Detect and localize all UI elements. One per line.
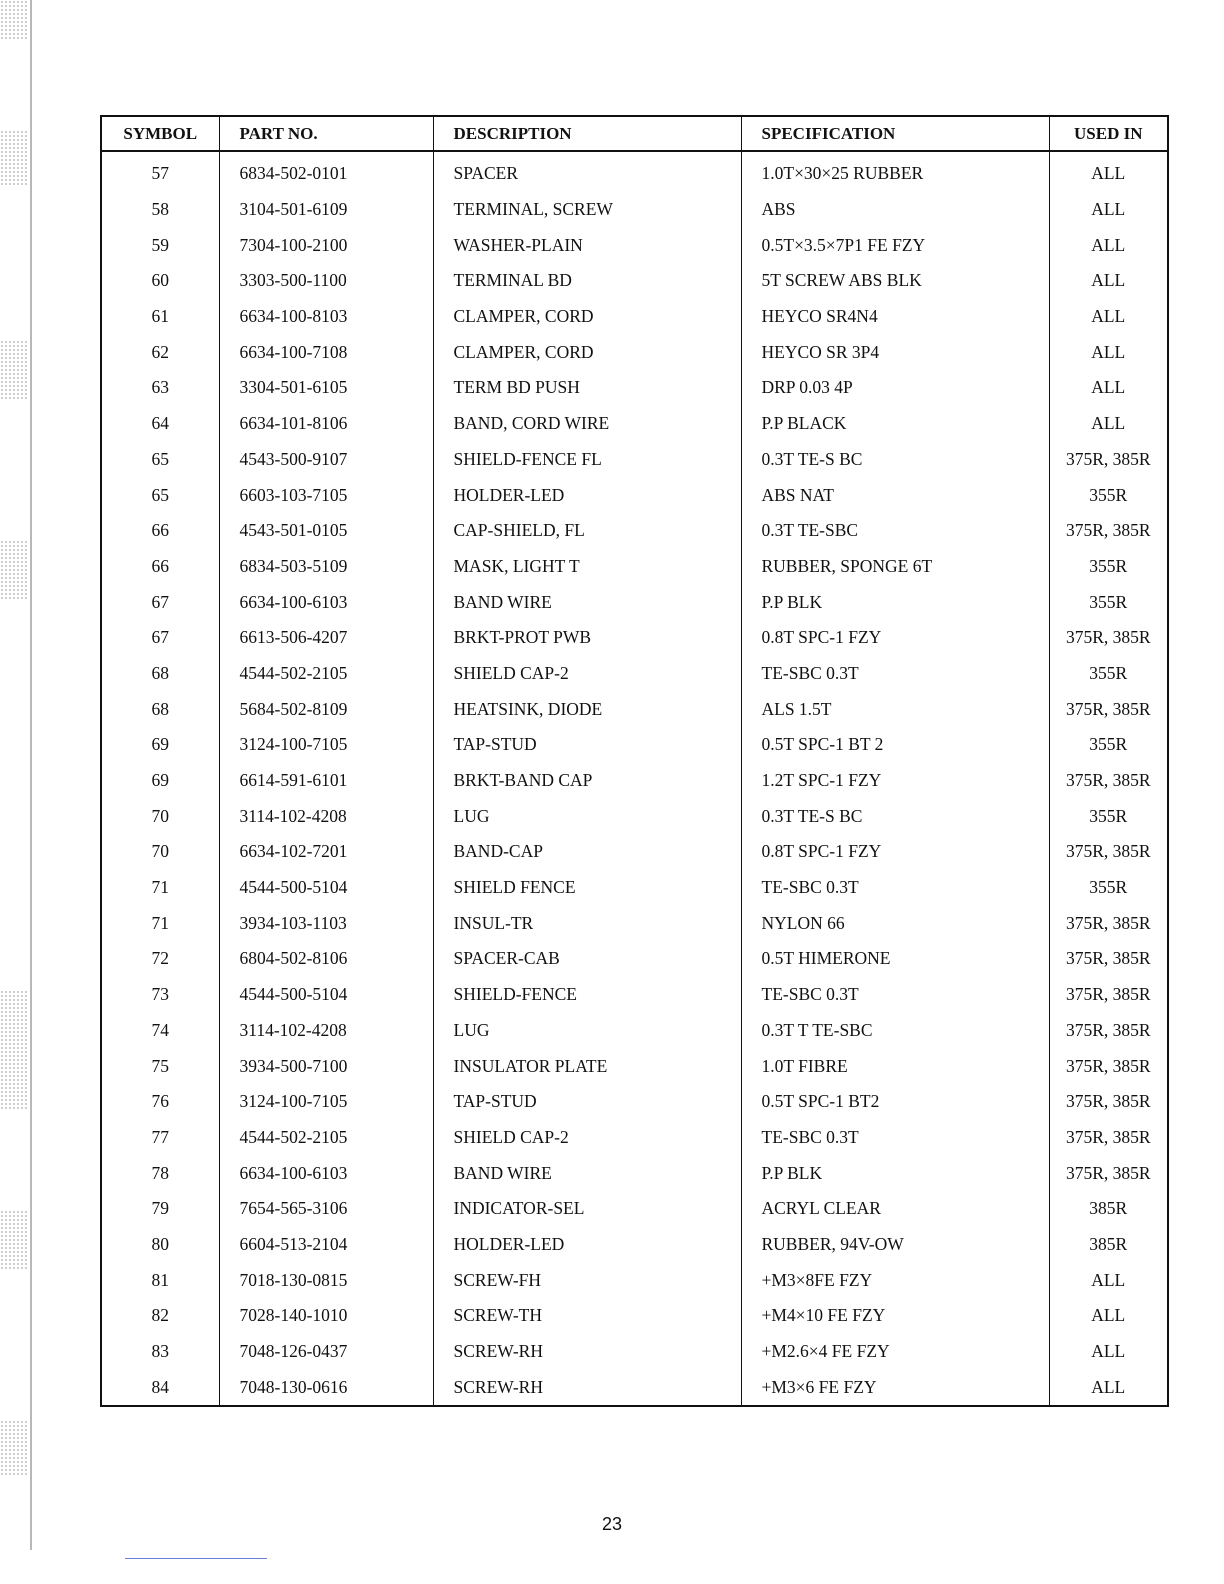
cell-description: WASHER-PLAIN [433,227,741,263]
table-row [101,691,1168,727]
cell-part-no: 7048-130-0616 [219,1369,433,1406]
cell-used-in: ALL [1091,270,1126,291]
cell-specification: 0.3T TE-S BC [741,442,1049,478]
scan-specks [0,340,28,400]
cell-specification: ABS NAT [741,477,1049,513]
cell-used-in: 375R, 385R [1065,520,1151,541]
header-part-no: PART NO. [219,116,433,151]
cell-used-in: ALL [1091,163,1126,184]
cell-symbol: 59 [101,227,219,263]
table-row [101,263,1168,299]
cell-specification: +M2.6×4 FE FZY [741,1334,1049,1370]
cell-symbol: 82 [101,1298,219,1334]
cell-description: TERMINAL, SCREW [433,192,741,228]
cell-symbol: 67 [101,620,219,656]
cell-symbol: 60 [101,263,219,299]
scan-specks [0,1420,28,1475]
cell-symbol: 63 [101,370,219,406]
table-row [101,151,1168,192]
table-row [101,727,1168,763]
table-row [101,406,1168,442]
cell-symbol: 73 [101,977,219,1013]
cell-description: SHIELD-FENCE FL [433,442,741,478]
cell-specification: ACRYL CLEAR [741,1191,1049,1227]
cell-description: HOLDER-LED [433,1227,741,1263]
cell-description: BAND, CORD WIRE [433,406,741,442]
cell-description: BRKT-PROT PWB [433,620,741,656]
cell-used-in: ALL [1091,1269,1126,1290]
cell-specification: 0.5T×3.5×7P1 FE FZY [741,227,1049,263]
cell-description: CLAMPER, CORD [433,299,741,335]
cell-part-no: 7028-140-1010 [219,1298,433,1334]
table-row [101,477,1168,513]
cell-used-in: 375R, 385R [1065,948,1151,969]
cell-part-no: 6834-502-0101 [219,151,433,192]
cell-used-in: 375R, 385R [1065,770,1151,791]
cell-symbol: 71 [101,905,219,941]
cell-symbol: 58 [101,192,219,228]
cell-part-no: 4544-500-5104 [219,870,433,906]
cell-used-in: ALL [1091,1341,1126,1362]
header-description: DESCRIPTION [433,116,741,151]
scan-specks [0,1210,28,1270]
cell-specification: +M3×8FE FZY [741,1262,1049,1298]
cell-symbol: 61 [101,299,219,335]
parts-list-table [100,115,1169,1407]
header-used-in: USED IN [1049,116,1168,151]
table-row [101,1048,1168,1084]
header-symbol: SYMBOL [101,116,219,151]
cell-description: SHIELD CAP-2 [433,656,741,692]
table-row [101,1084,1168,1120]
cell-part-no: 4544-502-2105 [219,656,433,692]
cell-description: TERM BD PUSH [433,370,741,406]
cell-specification: 5T SCREW ABS BLK [741,263,1049,299]
cell-symbol: 72 [101,941,219,977]
cell-symbol: 70 [101,798,219,834]
table-row [101,1298,1168,1334]
cell-part-no: 3104-501-6109 [219,192,433,228]
cell-description: CLAMPER, CORD [433,334,741,370]
cell-used-in: ALL [1091,341,1126,362]
cell-part-no: 7654-565-3106 [219,1191,433,1227]
cell-part-no: 4544-502-2105 [219,1120,433,1156]
table-row [101,870,1168,906]
cell-part-no: 3934-103-1103 [219,905,433,941]
cell-part-no: 6804-502-8106 [219,941,433,977]
cell-symbol: 66 [101,549,219,585]
cell-specification: HEYCO SR 3P4 [741,334,1049,370]
cell-part-no: 3114-102-4208 [219,798,433,834]
cell-specification: P.P BLACK [741,406,1049,442]
cell-used-in: 375R, 385R [1065,1091,1151,1112]
cell-symbol: 79 [101,1191,219,1227]
cell-part-no: 3124-100-7105 [219,1084,433,1120]
cell-specification: TE-SBC 0.3T [741,870,1049,906]
cell-used-in: 375R, 385R [1065,1019,1151,1040]
table-row [101,1369,1168,1406]
cell-description: HOLDER-LED [433,477,741,513]
cell-used-in: 385R [1089,1198,1128,1219]
cell-specification: 0.8T SPC-1 FZY [741,620,1049,656]
cell-symbol: 75 [101,1048,219,1084]
cell-part-no: 7048-126-0437 [219,1334,433,1370]
cell-specification: 0.5T HIMERONE [741,941,1049,977]
cell-symbol: 80 [101,1227,219,1263]
cell-specification: RUBBER, 94V-OW [741,1227,1049,1263]
cell-part-no: 7018-130-0815 [219,1262,433,1298]
cell-specification: +M3×6 FE FZY [741,1369,1049,1406]
table-row [101,656,1168,692]
cell-specification: 0.5T SPC-1 BT 2 [741,727,1049,763]
cell-used-in: 385R [1089,1233,1128,1254]
cell-specification: 1.0T×30×25 RUBBER [741,151,1049,192]
cell-specification: ABS [741,192,1049,228]
cell-specification: P.P BLK [741,584,1049,620]
cell-specification: 1.2T SPC-1 FZY [741,763,1049,799]
cell-used-in: ALL [1091,306,1126,327]
cell-used-in: 375R, 385R [1065,698,1151,719]
table-row [101,299,1168,335]
table-header-row [101,116,1168,151]
table-row [101,1227,1168,1263]
cell-part-no: 6634-100-7108 [219,334,433,370]
table-row [101,227,1168,263]
cell-specification: TE-SBC 0.3T [741,1120,1049,1156]
table-row [101,1013,1168,1049]
cell-used-in: ALL [1091,199,1126,220]
cell-part-no: 3934-500-7100 [219,1048,433,1084]
cell-used-in: 355R [1089,662,1128,683]
table-row [101,549,1168,585]
cell-symbol: 68 [101,691,219,727]
cell-specification: RUBBER, SPONGE 6T [741,549,1049,585]
cell-used-in: 375R, 385R [1065,1055,1151,1076]
cell-specification: TE-SBC 0.3T [741,977,1049,1013]
cell-specification: P.P BLK [741,1155,1049,1191]
cell-symbol: 84 [101,1369,219,1406]
cell-specification: 0.8T SPC-1 FZY [741,834,1049,870]
cell-part-no: 6834-503-5109 [219,549,433,585]
table-row [101,763,1168,799]
cell-specification: 0.3T T TE-SBC [741,1013,1049,1049]
table-row [101,834,1168,870]
binding-edge [30,0,32,1550]
page-number: 23 [601,1514,623,1534]
cell-description: HEATSINK, DIODE [433,691,741,727]
cell-description: INSUL-TR [433,905,741,941]
cell-part-no: 4543-500-9107 [219,442,433,478]
cell-symbol: 70 [101,834,219,870]
cell-specification: +M4×10 FE FZY [741,1298,1049,1334]
cell-part-no: 7304-100-2100 [219,227,433,263]
cell-description: SPACER-CAB [433,941,741,977]
cell-symbol: 74 [101,1013,219,1049]
cell-symbol: 69 [101,727,219,763]
cell-symbol: 71 [101,870,219,906]
table-row [101,1155,1168,1191]
cell-specification: 0.3T TE-SBC [741,513,1049,549]
cell-part-no: 6604-513-2104 [219,1227,433,1263]
table-row [101,798,1168,834]
cell-description: CAP-SHIELD, FL [433,513,741,549]
scan-specks [0,990,28,1110]
cell-specification: TE-SBC 0.3T [741,656,1049,692]
table-row [101,442,1168,478]
cell-symbol: 68 [101,656,219,692]
cell-part-no: 3303-500-1100 [219,263,433,299]
scan-specks [0,130,28,185]
cell-part-no: 4543-501-0105 [219,513,433,549]
cell-part-no: 6634-100-8103 [219,299,433,335]
cell-symbol: 67 [101,584,219,620]
cell-used-in: 375R, 385R [1065,1162,1151,1183]
cell-specification: NYLON 66 [741,905,1049,941]
cell-symbol: 77 [101,1120,219,1156]
cell-used-in: 375R, 385R [1065,984,1151,1005]
cell-symbol: 69 [101,763,219,799]
cell-specification: 1.0T FIBRE [741,1048,1049,1084]
cell-used-in: ALL [1091,1305,1126,1326]
table-row [101,977,1168,1013]
cell-description: SCREW-FH [433,1262,741,1298]
cell-description: LUG [433,1013,741,1049]
cell-used-in: 355R [1089,591,1128,612]
cell-used-in: 355R [1089,484,1128,505]
cell-description: BAND-CAP [433,834,741,870]
table-row [101,584,1168,620]
cell-part-no: 6634-100-6103 [219,584,433,620]
cell-used-in: ALL [1091,377,1126,398]
table-row [101,513,1168,549]
cell-used-in: 375R, 385R [1065,627,1151,648]
cell-symbol: 76 [101,1084,219,1120]
cell-part-no: 6634-100-6103 [219,1155,433,1191]
cell-description: MASK, LIGHT T [433,549,741,585]
table-row [101,620,1168,656]
cell-used-in: 375R, 385R [1065,912,1151,933]
cell-symbol: 81 [101,1262,219,1298]
cell-symbol: 62 [101,334,219,370]
cell-part-no: 6634-102-7201 [219,834,433,870]
table-row [101,1120,1168,1156]
cell-description: INSULATOR PLATE [433,1048,741,1084]
cell-description: TAP-STUD [433,727,741,763]
cell-specification: DRP 0.03 4P [741,370,1049,406]
table-row [101,1334,1168,1370]
cell-description: SHIELD CAP-2 [433,1120,741,1156]
cell-description: SCREW-TH [433,1298,741,1334]
cell-part-no: 4544-500-5104 [219,977,433,1013]
cell-used-in: 375R, 385R [1065,448,1151,469]
cell-part-no: 6634-101-8106 [219,406,433,442]
cell-specification: 0.5T SPC-1 BT2 [741,1084,1049,1120]
cell-used-in: ALL [1091,413,1126,434]
table-row [101,370,1168,406]
cell-part-no: 3114-102-4208 [219,1013,433,1049]
cell-symbol: 65 [101,442,219,478]
cell-description: LUG [433,798,741,834]
cell-used-in: 375R, 385R [1065,1126,1151,1147]
table-row [101,941,1168,977]
cell-symbol: 78 [101,1155,219,1191]
cell-specification: 0.3T TE-S BC [741,798,1049,834]
cell-used-in: 355R [1089,877,1128,898]
cell-part-no: 6614-591-6101 [219,763,433,799]
cell-symbol: 83 [101,1334,219,1370]
cell-symbol: 66 [101,513,219,549]
cell-symbol: 64 [101,406,219,442]
cell-used-in: ALL [1091,1376,1126,1397]
cell-specification: HEYCO SR4N4 [741,299,1049,335]
header-specification: SPECIFICATION [741,116,1049,151]
cell-used-in: ALL [1091,234,1126,255]
cell-description: SHIELD FENCE [433,870,741,906]
cell-description: SCREW-RH [433,1334,741,1370]
table-row [101,1262,1168,1298]
cell-symbol: 57 [101,151,219,192]
cell-description: TAP-STUD [433,1084,741,1120]
cell-description: SPACER [433,151,741,192]
table-body [101,151,1168,1406]
scan-specks [0,540,28,600]
cell-description: SCREW-RH [433,1369,741,1406]
cell-specification: ALS 1.5T [741,691,1049,727]
cell-description: INDICATOR-SEL [433,1191,741,1227]
table-row [101,334,1168,370]
scan-specks [0,0,28,40]
cell-symbol: 65 [101,477,219,513]
cell-description: TERMINAL BD [433,263,741,299]
cell-description: BRKT-BAND CAP [433,763,741,799]
cell-used-in: 355R [1089,734,1128,755]
cell-part-no: 5684-502-8109 [219,691,433,727]
cell-part-no: 3304-501-6105 [219,370,433,406]
cell-description: SHIELD-FENCE [433,977,741,1013]
cell-part-no: 6603-103-7105 [219,477,433,513]
cell-used-in: 375R, 385R [1065,841,1151,862]
cell-description: BAND WIRE [433,584,741,620]
footer-rule [125,1558,267,1559]
cell-part-no: 6613-506-4207 [219,620,433,656]
table-row [101,192,1168,228]
cell-description: BAND WIRE [433,1155,741,1191]
table-row [101,905,1168,941]
table-row [101,1191,1168,1227]
cell-used-in: 355R [1089,555,1128,576]
cell-part-no: 3124-100-7105 [219,727,433,763]
cell-used-in: 355R [1089,805,1128,826]
